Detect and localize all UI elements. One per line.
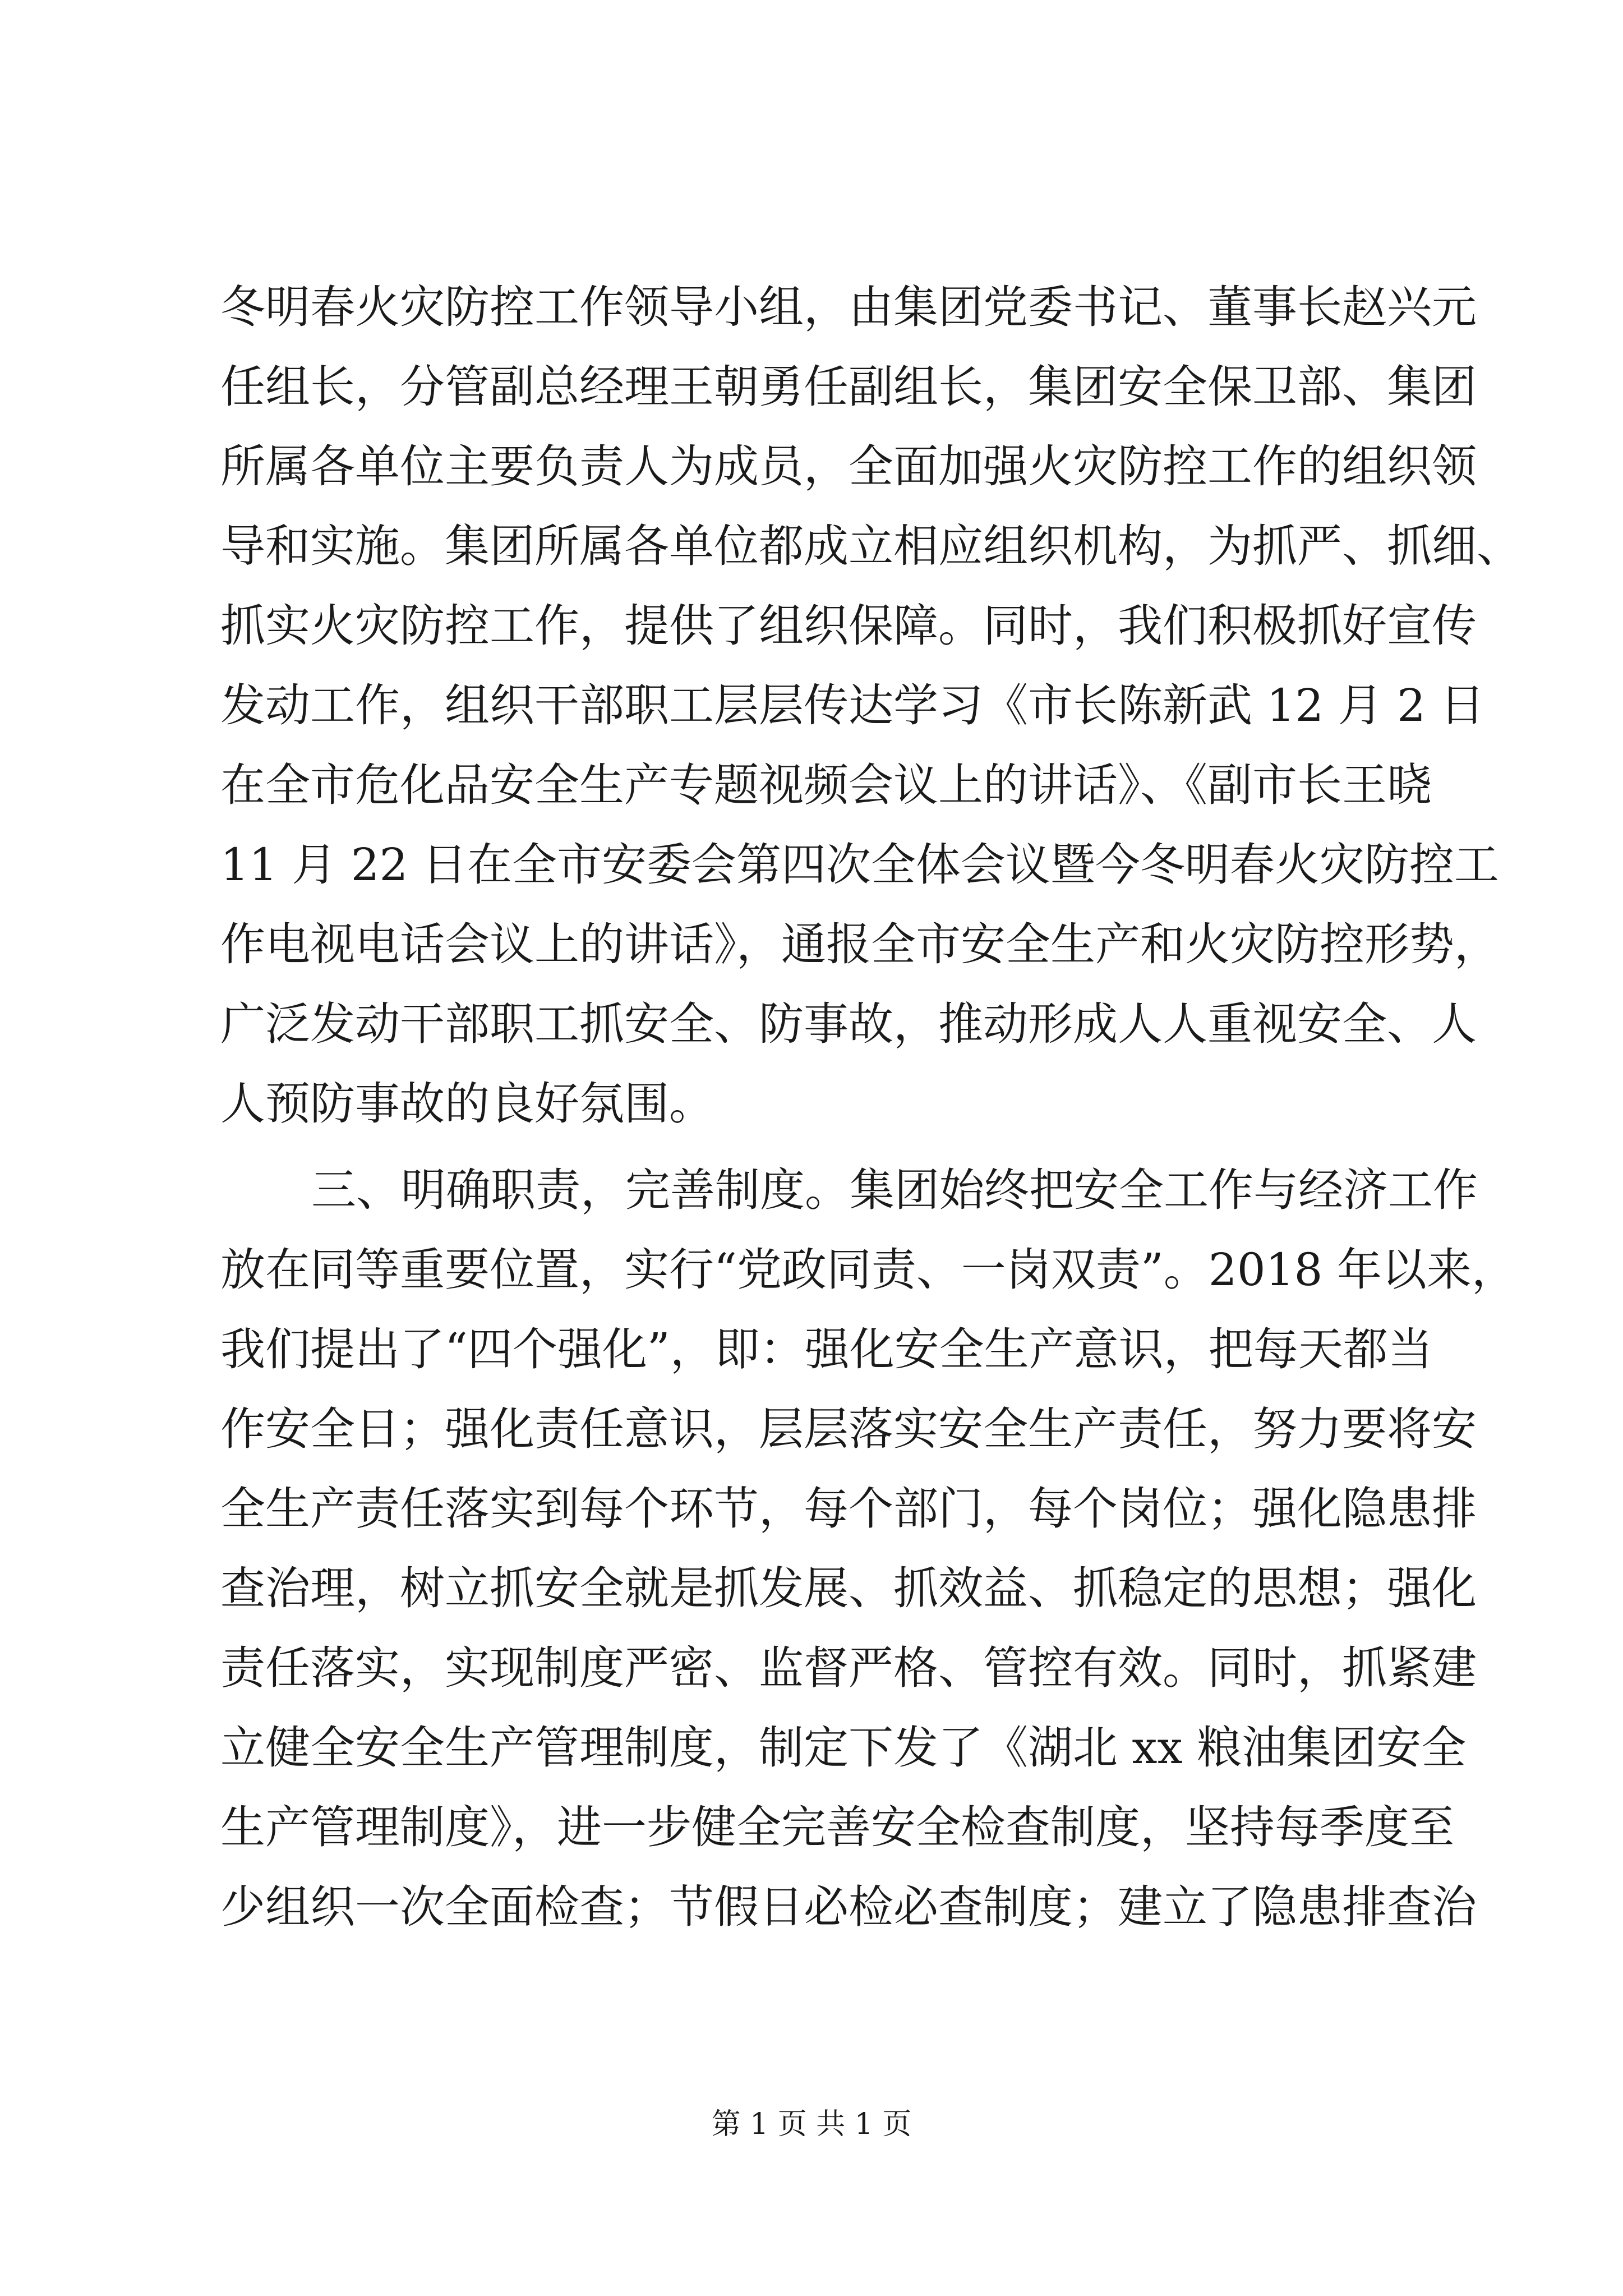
text-line-17: 查治理，树立抓安全就是抓发展、抓效益、抓稳定的思想；强化: [220, 1562, 1477, 1614]
text-line-8: 11 月 22 日在全市安委会第四次全体会议暨今冬明春火灾防控工: [220, 839, 1499, 891]
text-line-2: 任组长，分管副总经理王朝勇任副组长，集团安全保卫部、集团: [220, 361, 1477, 413]
text-line-3: 所属各单位主要负责人为成员，全面加强火灾防控工作的组织领: [220, 440, 1477, 493]
text-line-20: 生产管理制度》，进一步健全完善安全检查制度，坚持每季度至: [220, 1801, 1454, 1853]
text-line-9: 作电视电话会议上的讲话》，通报全市安全生产和火灾防控形势，: [220, 918, 1499, 970]
text-line-18: 责任落实，实现制度严密、监督严格、管控有效。同时，抓紧建: [220, 1642, 1477, 1694]
section-three-first-line: 三、明确职责，完善制度。集团始终把安全工作与经济工作: [311, 1164, 1478, 1216]
text-line-14: 我们提出了“四个强化”，即：强化安全生产意识，把每天都当: [220, 1323, 1433, 1375]
text-line-6: 发动工作，组织干部职工层层传达学习《市长陈新武 12 月 2 日: [220, 679, 1485, 731]
text-line-4: 导和实施。集团所属各单位都成立相应组织机构，为抓严、抓细、: [220, 520, 1521, 572]
text-line-5: 抓实火灾防控工作，提供了组织保障。同时，我们积极抓好宣传: [220, 600, 1477, 652]
page-footer: 第 1 页 共 1 页: [711, 2108, 912, 2141]
text-line-7: 在全市危化品安全生产专题视频会议上的讲话》、《副市长王晓: [220, 759, 1432, 811]
text-line-13: 放在同等重要位置，实行“党政同责、一岗双责”。2018 年以来，: [220, 1244, 1516, 1296]
text-line-21: 少组织一次全面检查；节假日必检必查制度；建立了隐患排查治: [220, 1881, 1477, 1933]
text-line-1: 冬明春火灾防控工作领导小组，由集团党委书记、董事长赵兴元: [220, 281, 1477, 333]
text-line-15: 作安全日；强化责任意识，层层落实安全生产责任，努力要将安: [220, 1403, 1477, 1455]
text-line-11: 人预防事故的良好氛围。: [220, 1078, 714, 1130]
text-line-10: 广泛发动干部职工抓安全、防事故，推动形成人人重视安全、人: [220, 998, 1477, 1050]
text-line-19: 立健全安全生产管理制度，制定下发了《湖北 xx 粮油集团安全: [220, 1722, 1467, 1774]
text-line-16: 全生产责任落实到每个环节，每个部门，每个岗位；强化隐患排: [220, 1483, 1477, 1535]
